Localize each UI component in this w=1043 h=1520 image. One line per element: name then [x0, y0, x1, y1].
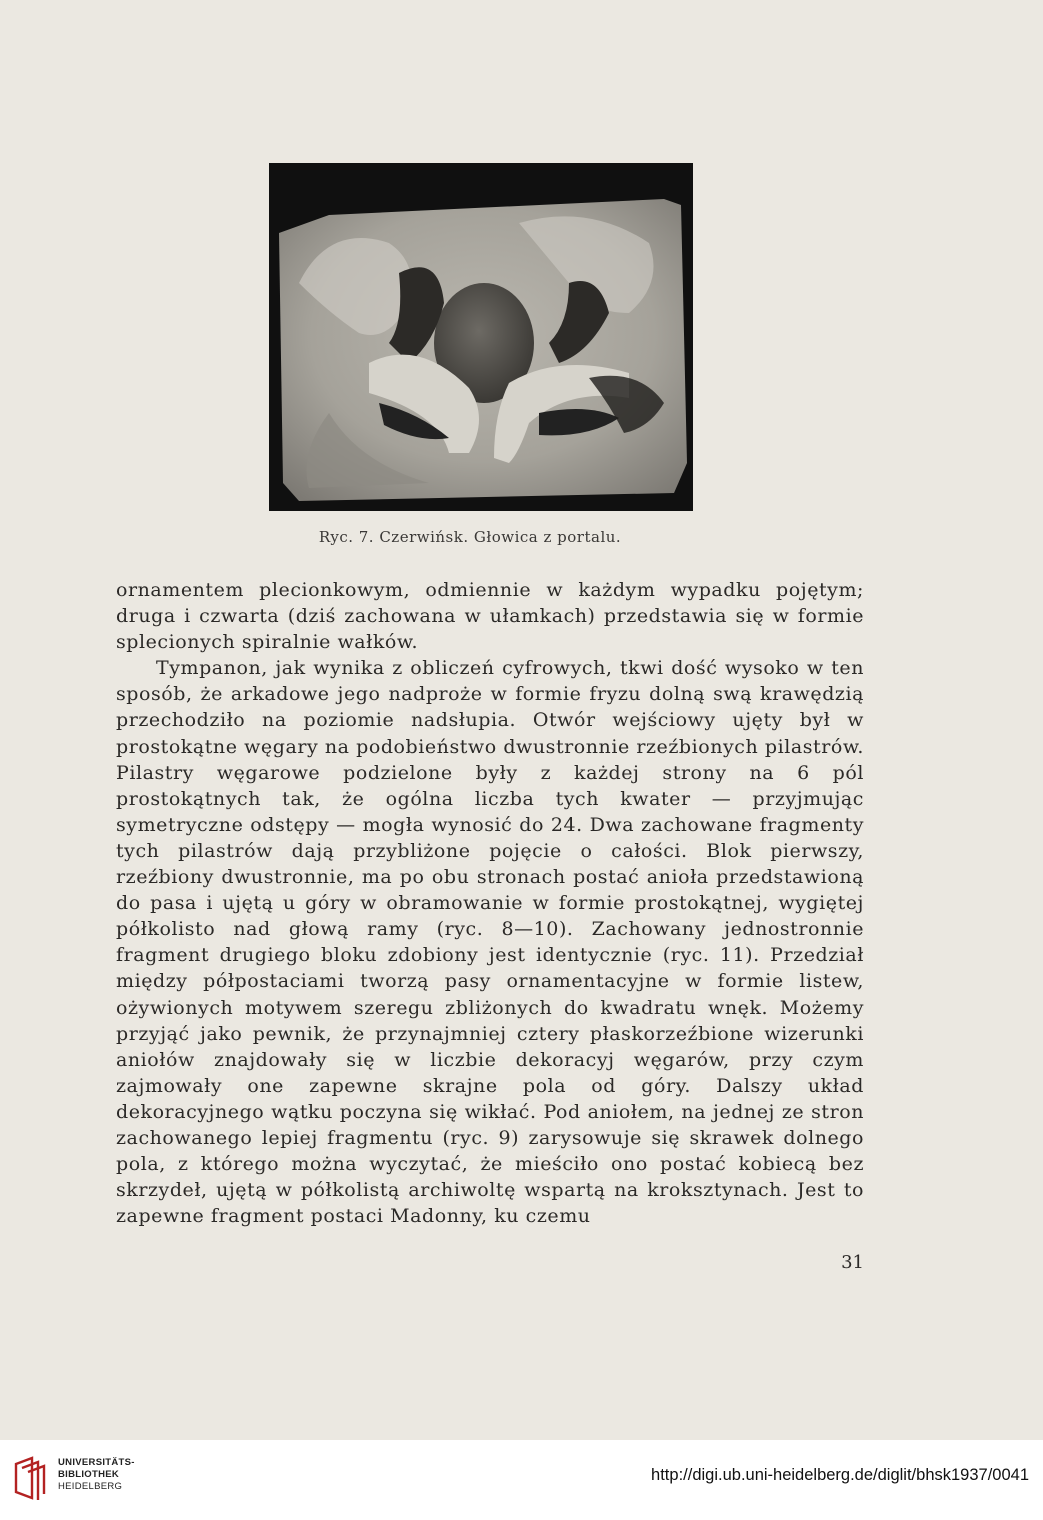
figure-photo — [269, 163, 693, 511]
paragraph-2: Tympanon, jak wynika z obliczeń cyfrowych, tkwi dość wysoko w ten sposób, że arkadowe jego nadproże w formie fryzu dolną swą krawędzią przechodziło na poziomie nadsłupia. Otwór wejściowy ujęty był w prostokątne węgary na podobieństwo dwustronnie rzeźbionych pilastrów. Pilastry węgarowe podzielone były z każdej strony na 6 pól prostokątnych tak, że ogólna liczba tych kwater — przyjmując symetryczne odstępy — mogła wynosić do 24. Dwa zachowane fragmenty tych pilastrów dają przybliżone pojęcie o całości. Blok pierwszy, rzeźbiony dwustronnie, ma po obu stronach postać anioła przedstawioną do pasa i ujętą u góry w obramowanie w formie prostokątnej, wygiętej półkolisto nad głową ramy (ryc. 8—10). Zachowany jednostronnie fragment drugiego bloku zdobiony jest identycznie (ryc. 11). Przedział między półpostaciami tworzą pasy ornamentacyjne w formie listew, ożywionych motywem szeregu zbliżonych do kwadratu wnęk. Możemy przyjąć jako pewnik, że przynajmniej cztery płaskorzeźbione wizerunki aniołów znajdowały się w liczbie dekoracyj węgarów, przy czym zajmowały one zapewne skrajne pola od góry. Dalszy układ dekoracyjnego wątku poczyna się wikłać. Pod aniołem, na jednej ze stron zachowanego lepiej fragmentu (ryc. 9) zarysowuje się skrawek dolnego pola, z którego można wyczytać, że mieściło ono postać kobiecą bez skrzydeł, ujętą w półkolistą archiwoltę wspartą na kroksztynach. Jest to zapewne fragment postaci Madonny, ku czemu — [116, 657, 864, 1228]
capital-relief-photo — [269, 163, 693, 511]
footer-bar — [0, 1440, 1043, 1520]
body-text — [116, 577, 864, 1229]
library-name — [58, 1457, 135, 1493]
library-name-line3: HEIDELBERG — [58, 1481, 123, 1492]
library-name-line1: UNIVERSITÄTS- — [58, 1457, 135, 1468]
figure-caption: Ryc. 7. Czerwińsk. Głowica z portalu. — [318, 528, 622, 546]
library-logo-icon — [12, 1454, 48, 1502]
page-number: 31 — [841, 1252, 864, 1273]
source-url[interactable]: http://digi.ub.uni-heidelberg.de/diglit/bhsk1937/0041 — [651, 1466, 1029, 1484]
library-name-line2: BIBLIOTHEK — [58, 1469, 120, 1480]
paragraph-1: ornamentem plecionkowym, odmiennie w każdym wypadku pojętym; druga i czwarta (dziś zachowana w ułamkach) przedstawia się w formie splecionych spiralnie wałków. — [116, 579, 864, 654]
